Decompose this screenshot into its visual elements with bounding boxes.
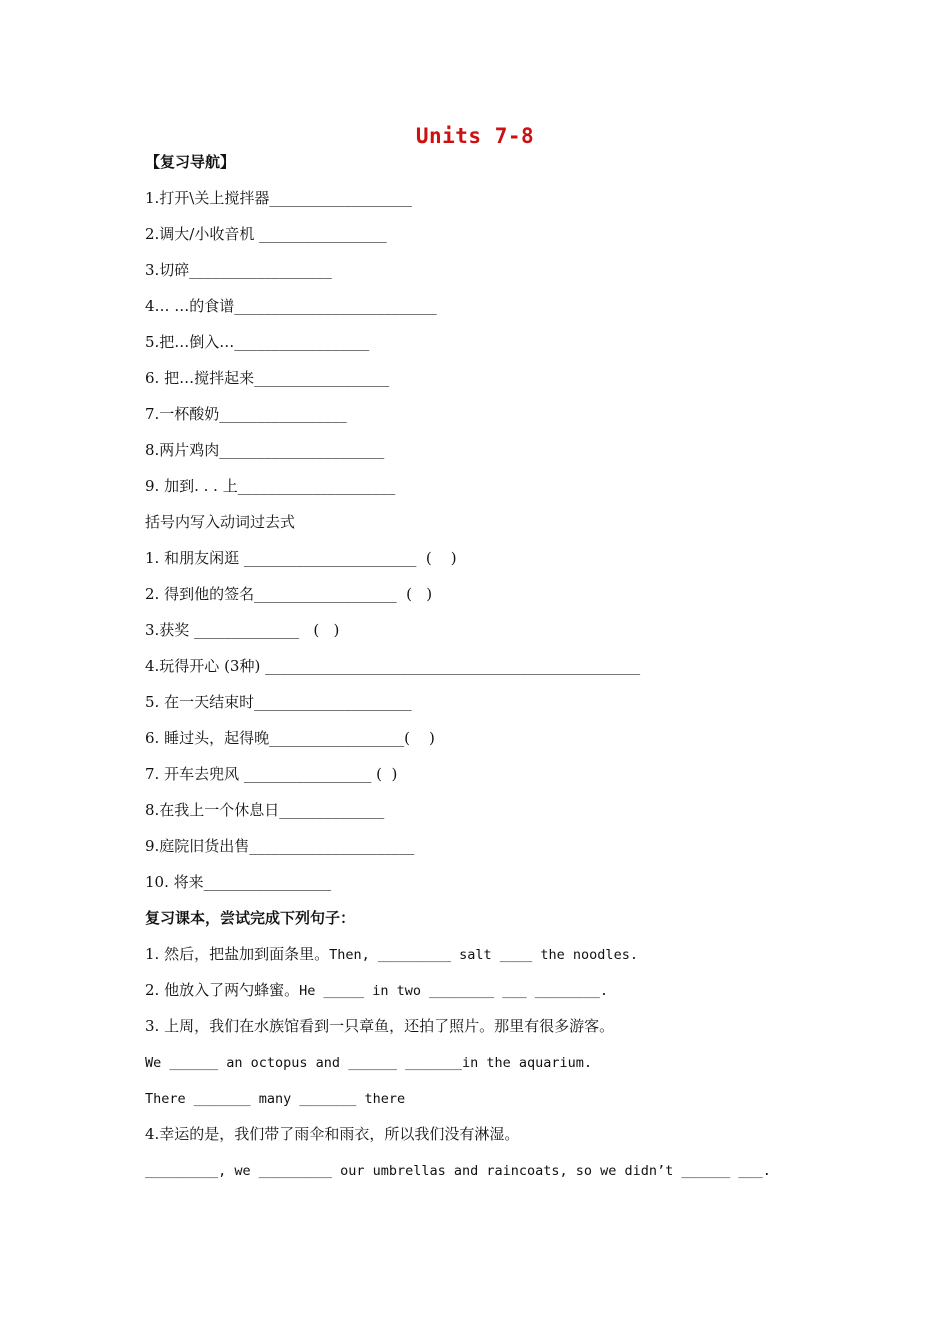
- phrase-item: 5. 在一天结束时_____________________: [145, 693, 412, 711]
- vocab-item: 1.打开\关上搅拌器___________________: [145, 189, 412, 207]
- sentence-en: _________, we _________ our umbrellas and raincoats, so we didn’t ______ ___.: [145, 1163, 771, 1179]
- sentence-item: [145, 1052, 592, 1073]
- phrase-item: 1. 和朋友闲逛 _______________________ ( ): [145, 549, 457, 567]
- sentence-item: [145, 1088, 405, 1109]
- sentence-en: Then, _________ salt ____ the noodles.: [329, 947, 638, 963]
- sentence-en: He _____ in two ________ ___ ________.: [299, 983, 608, 999]
- phrase-item: 6. 睡过头，起得晚__________________( ): [145, 729, 435, 747]
- section-heading-past-tense: 括号内写入动词过去式: [145, 513, 296, 531]
- sentence-en: There _______ many _______ there: [145, 1091, 406, 1107]
- vocab-item: 3.切碎___________________: [145, 261, 332, 279]
- section-heading-review-nav: 【复习导航】: [145, 153, 236, 171]
- vocab-item: 6. 把…搅拌起来__________________: [145, 369, 390, 387]
- sentence-cn: 2. 他放入了两勺蜂蜜。: [145, 981, 300, 999]
- sentence-item: [145, 1124, 519, 1144]
- sentence-item: [145, 1160, 771, 1181]
- sentence-cn: 3. 上周，我们在水族馆看到一只章鱼，还拍了照片。那里有很多游客。: [145, 1017, 615, 1035]
- sentence-en: We ______ an octopus and ______ _______in the aquarium.: [145, 1055, 593, 1071]
- sentence-cn: 4.幸运的是，我们带了雨伞和雨衣，所以我们没有淋湿。: [145, 1125, 520, 1143]
- sentence-item: [145, 944, 638, 965]
- phrase-item: 3.获奖 ______________ ( ): [145, 621, 340, 639]
- phrase-item: 7. 开车去兜风 _________________ ( ): [145, 765, 398, 783]
- vocab-item: 2.调大/小收音机 _________________: [145, 225, 387, 243]
- section-heading-sentences: 复习课本，尝试完成下列句子：: [145, 909, 356, 927]
- phrase-item: 4.玩得开心 (3种) __________________________________________________: [145, 657, 641, 675]
- vocab-item: 8.两片鸡肉______________________: [145, 441, 385, 459]
- vocab-item: 4… …的食谱___________________________: [145, 297, 437, 315]
- page-title: Units 7-8: [415, 124, 535, 148]
- phrase-item: 9.庭院旧货出售______________________: [145, 837, 415, 855]
- sentence-item: [145, 1016, 614, 1036]
- sentence-item: [145, 980, 608, 1001]
- phrase-item: 2. 得到他的签名___________________ ( ): [145, 585, 433, 603]
- vocab-item: 9. 加到. . . 上_____________________: [145, 477, 396, 495]
- sentence-cn: 1. 然后，把盐加到面条里。: [145, 945, 330, 963]
- phrase-item: 8.在我上一个休息日______________: [145, 801, 385, 819]
- phrase-item: 10. 将来_________________: [145, 873, 332, 891]
- vocab-item: 5.把…倒入…__________________: [145, 333, 370, 351]
- vocab-item: 7.一杯酸奶_________________: [145, 405, 347, 423]
